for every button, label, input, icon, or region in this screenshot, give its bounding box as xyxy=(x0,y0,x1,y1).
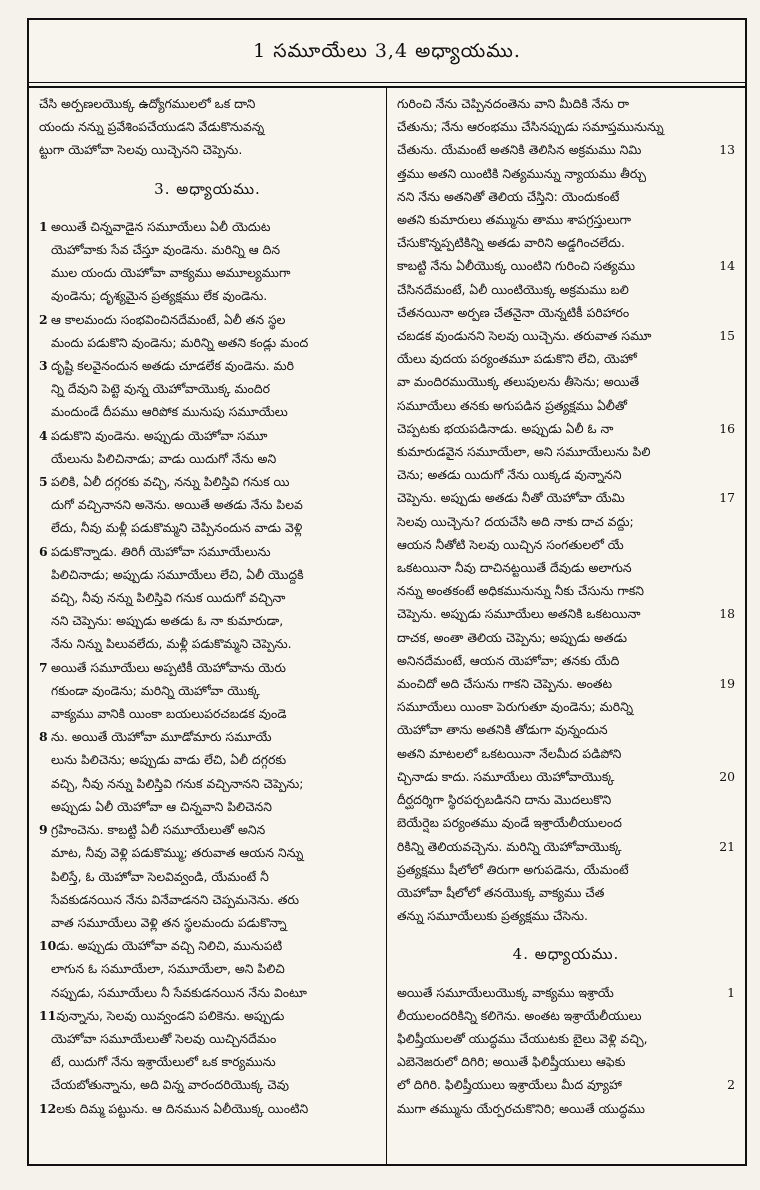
text-line xyxy=(39,1097,376,1120)
verse-text: చేతును. యేమంటే అతనికి తెలిసిన అక్రమము నిమి xyxy=(397,142,642,158)
text-line xyxy=(39,1050,376,1073)
verse-text: నని నేను అతనితో తెలియ చేస్తిని: యెందుకంటే xyxy=(397,188,620,204)
text-line xyxy=(397,324,735,347)
text-line xyxy=(397,811,735,834)
verse-number: 10 xyxy=(39,938,57,954)
verse-text: యెహోవాకు సేవ చేస్తూ వుండెను. మరిన్ని ఆ దిన xyxy=(51,242,281,258)
verse-text: అయితే సమూయేలు అప్పటికీ యెహోవాను యెరు xyxy=(51,659,286,675)
verse-text: రికిన్ని తెలియవచ్చెను. మరిన్ని యెహోవాయొక్క xyxy=(397,838,622,854)
text-line xyxy=(39,493,376,516)
text-line xyxy=(39,656,376,679)
text-line xyxy=(39,609,376,632)
verse-text: పలికి, ఏలీ దగ్గరకు వచ్చి, నన్ను పిలిస్తివి గనుక యి xyxy=(51,474,290,490)
chapter-heading: 3. అధ్యాయము. xyxy=(154,179,261,198)
text-line xyxy=(397,858,735,881)
verse-text: ఎబెనెజరులో దిగిరి; అయితే ఫిలిష్తీయులు ఆఫెకు xyxy=(397,1054,626,1070)
verse-text: చబడక వుండునని సెలవు యిచ్చెను. తరువాత సమూ xyxy=(397,328,652,344)
text-line xyxy=(397,92,735,115)
text-line xyxy=(397,533,735,556)
text-line xyxy=(39,400,376,423)
text-line xyxy=(39,586,376,609)
verse-number: 6 xyxy=(39,543,48,559)
verse-text: సెలవు యిచ్చెను? దయచేసి అది నాకు దాచ వద్దు; xyxy=(397,513,634,529)
verse-number: 1 xyxy=(727,984,735,1000)
verse-number: 12 xyxy=(39,1100,57,1116)
text-line xyxy=(397,208,735,231)
text-line xyxy=(39,516,376,539)
text-line xyxy=(39,447,376,470)
verse-text: సమూయేలు యింకా పెరుగుతూ వుండెను; మరిన్ని xyxy=(397,699,634,715)
verse-text: చేతనయినా అర్పణ చేతనైనా యెన్నటికీ పరిహారం xyxy=(397,304,630,320)
verse-text: ముగా తమ్మును యేర్పరచుకొనిరి; అయితే యుద్ధము xyxy=(397,1100,645,1116)
text-line xyxy=(39,865,376,888)
verse-text: చెను; అతడు యిదుగో నేను యిక్కడ వున్నానని xyxy=(397,467,622,483)
verse-text: నని చెప్పెను: అప్పుడు అతడు ఓ నా కుమారుడా, xyxy=(51,613,284,629)
text-line xyxy=(39,238,376,261)
verse-number: 15 xyxy=(719,328,735,344)
verse-text: బెయేర్షెబ పర్యంతము వుండే ఇశ్రాయేలీయులంద xyxy=(397,815,622,831)
text-line xyxy=(397,417,735,440)
verse-number: 13 xyxy=(719,142,735,158)
text-line xyxy=(39,354,376,377)
text-line xyxy=(39,748,376,771)
verse-text: డు. అప్పుడు యెహోవా వచ్చి నిలిచి, మునుపటి xyxy=(56,938,283,954)
verse-text: అప్పుడు ఏలీ యెహోవా ఆ చిన్నవాని పిలిచెనని xyxy=(51,798,272,814)
verse-number: 1 xyxy=(39,218,48,234)
verse-text: లకు దిమ్మ పట్టును. ఆ దినమున ఏలీయొక్క యింటిని xyxy=(56,1100,309,1116)
text-line xyxy=(39,284,376,307)
text-line xyxy=(39,215,376,238)
text-line xyxy=(397,162,735,185)
verse-number: 16 xyxy=(719,420,735,436)
page xyxy=(27,18,747,1166)
verse-text: మాట, నీవు వెళ్లి పడుకొమ్ము; తరువాత ఆయన నిన్ను xyxy=(51,845,304,861)
text-line xyxy=(397,742,735,765)
text-line xyxy=(397,1027,735,1050)
verse-text: లును పిలిచెను; అప్పుడు వాడు లేచి, ఏలీ దగ్గరకు xyxy=(51,752,287,768)
verse-text: వాక్యము వానికి యింకా బయలుపరచబడక వుండె xyxy=(51,706,287,722)
verse-text: త్తము అతని యింటికి నిత్యమున్ను న్యాయము తీర్చు xyxy=(397,165,646,181)
text-line xyxy=(397,1050,735,1073)
verse-number: 14 xyxy=(719,258,735,274)
verse-text: చేతును; నేను ఆరంభము చేసినప్పుడు సమాప్తమునున్ను xyxy=(397,119,664,135)
verse-text: దృష్టి కలవైనందున అతడు చూడలేక వుండెను. మరి xyxy=(51,358,294,374)
verse-text: వచ్చి, నీవు నన్ను పిలిస్తివి గనుక యిదుగో వచ్చినా xyxy=(51,590,286,606)
verse-text: చెప్పటకు భయపడినాడు. అప్పుడు ఏలీ ఓ నా xyxy=(397,420,614,436)
columns xyxy=(29,86,745,1164)
text-line xyxy=(39,1004,376,1027)
text-line xyxy=(397,672,735,695)
text-line xyxy=(397,835,735,858)
verse-text: నన్ను అంతకంటే అధికమునున్ను నీకు చేసును గాకని xyxy=(397,583,645,599)
verse-text: పిలిచినాడు; అప్పుడు సమూయేలు లేచి, ఏలీ యొద్దకి xyxy=(51,566,304,582)
verse-number: 9 xyxy=(39,822,48,838)
verse-text: యెహోవా షీలోలో తనయొక్క వాక్యము చేత xyxy=(397,884,605,900)
text-line xyxy=(39,795,376,818)
verse-text: అతని కుమారులు తమ్మును తాము శాపగ్రస్తులుగా xyxy=(397,212,632,228)
text-line xyxy=(397,765,735,788)
verse-text: దీర్ఘదర్శిగా స్థిరపర్చబడినని దాను మొదలుకొని xyxy=(397,792,612,808)
text-line xyxy=(39,1027,376,1050)
verse-text: ఫిలిష్తీయులతో యుద్ధము చేయుటకు బైలు వెళ్లి వచ్చి, xyxy=(397,1030,648,1046)
text-line xyxy=(397,440,735,463)
text-line xyxy=(39,981,376,1004)
verse-text: చేయబోతున్నాను, అది విన్న వారందరియొక్క చెవు xyxy=(51,1077,290,1093)
text-line xyxy=(39,841,376,864)
text-line xyxy=(39,308,376,331)
text-line xyxy=(397,579,735,602)
text-line xyxy=(39,563,376,586)
text-line xyxy=(39,470,376,493)
text-line xyxy=(39,377,376,400)
verse-text: నేను నిన్ను పిలువలేదు, మళ్లీ పడుకొమ్మని చెప్పెను. xyxy=(51,636,292,652)
verse-text: ఆ కాలమందు సంభవించినదేమంటే, ఏలీ తన స్థల xyxy=(51,311,286,327)
text-line xyxy=(39,331,376,354)
text-line xyxy=(39,261,376,284)
text-line xyxy=(39,957,376,980)
text-line xyxy=(397,370,735,393)
text-line xyxy=(39,888,376,911)
verse-text: వున్నాను, సెలవు యివ్వండని పలికెను. అప్పుడు xyxy=(56,1007,285,1023)
verse-number: 19 xyxy=(719,676,735,692)
text-line: యందు నన్ను ప్రవేశింపచేయుడని వేడుకొనువన్న xyxy=(39,119,265,135)
verse-text: యేలును పిలిచినాడు; వాడు యిదుగో నేను అని xyxy=(51,450,277,466)
text-line xyxy=(397,278,735,301)
text-line xyxy=(397,904,735,927)
verse-text: చెప్పెను. అప్పుడు సమూయేలు అతనికి ఒకటయినా xyxy=(397,606,641,622)
text-line xyxy=(397,602,735,625)
verse-text: ను. అయితే యెహోవా మూడోమారు సమూయే xyxy=(51,729,272,745)
verse-text: పడుకొన్నాడు. తిరిగీ యెహోవా సమూయేలును xyxy=(51,543,271,559)
verse-text: చెప్పెను. అప్పుడు అతడు నీతో యెహోవా యేమి xyxy=(397,490,625,506)
verse-text: అయితే సమూయేలుయొక్క వాక్యము ఇశ్రాయే xyxy=(397,984,614,1000)
text-line xyxy=(39,725,376,748)
verse-text: దుగో వచ్చినానని అనెను. అయితే అతడు నేను పిలవ xyxy=(51,497,303,513)
verse-text: గ్రహించెను. కాబట్టి ఏలీ సమూయేలుతో అనిన xyxy=(51,822,266,838)
text-line xyxy=(39,540,376,563)
text-line xyxy=(397,1073,735,1096)
text-line: ట్టుగా యెహోవా సెలవు యిచ్చెనని చెప్పెను. xyxy=(39,142,243,158)
text-line xyxy=(39,1073,376,1096)
verse-number: 2 xyxy=(39,311,48,327)
verse-text: నప్పుడు, సమూయేలు నీ సేవకుడనయిన నేను వింటూ xyxy=(51,984,307,1000)
text-line xyxy=(397,463,735,486)
verse-text: యెహోవా సమూయేలుతో సెలవు యిచ్చినదేమం xyxy=(51,1030,277,1046)
verse-text: కాబట్టి నేను ఏలీయొక్క యింటిని గురించి సత్యము xyxy=(397,258,636,274)
verse-text: ముల యందు యెహోవా వాక్యము అమూల్యముగా xyxy=(51,265,291,281)
verse-text: ఒకటయినా నీవు దాచినట్టయితే దేవుడు అలాగున xyxy=(397,560,632,576)
text-line xyxy=(39,632,376,655)
page-header xyxy=(29,20,745,88)
text-line xyxy=(39,911,376,934)
text-line xyxy=(39,772,376,795)
text-line xyxy=(397,394,735,417)
verse-text: మంచిదో అది చేసును గాకని చెప్పెను. అంతట xyxy=(397,676,613,692)
verse-text: లేదు, నీవు మళ్లీ పడుకొమ్మని చెప్పినందున వాడు వెళ్లి xyxy=(51,520,303,536)
text-line xyxy=(397,231,735,254)
chapter-heading: 4. అధ్యాయము. xyxy=(512,945,620,964)
text-line xyxy=(39,679,376,702)
text-line xyxy=(397,510,735,533)
verse-text: చేసుకొన్నప్పటికిన్ని అతడు వారిని అడ్డగించలేదు. xyxy=(397,235,625,251)
text-line: చేసి అర్పణలయొక్క ఉద్యోగములలో ఒక దాని xyxy=(39,96,256,111)
verse-number: 2 xyxy=(727,1077,735,1093)
verse-text: గురించి నేను చెప్పినదంతెను వాని మీదికి నేను రా xyxy=(397,96,629,111)
text-line xyxy=(39,702,376,725)
verse-text: వచ్చి, నీవు నన్ను పిలిస్తివి గనుక వచ్చినానని చెప్పెను; xyxy=(51,775,304,791)
verse-text: ఆయన నీతోటి సెలవు యిచ్చిన సంగతులలో యే xyxy=(397,536,624,552)
verse-text: యెహోవా తాను అతనికి తోడుగా వున్నందున xyxy=(397,722,608,738)
text-line xyxy=(39,818,376,841)
text-line xyxy=(397,556,735,579)
verse-number: 20 xyxy=(719,768,735,784)
text-line xyxy=(397,1097,735,1120)
verse-text: అయితే చిన్నవాడైన సమూయేలు ఏలీ యెదుట xyxy=(51,218,271,234)
verse-text: చ్చినాడు కాదు. సమూయేలు యెహోవాయొక్క xyxy=(397,768,615,784)
verse-number: 17 xyxy=(719,490,735,506)
verse-number: 8 xyxy=(39,729,48,745)
verse-text: అనినదేమంటే, ఆయన యెహోవా; తనకు యేది xyxy=(397,652,620,668)
verse-text: మందు పడుకొని వుండెను; మరిన్ని అతని కండ్లు మంద xyxy=(51,334,309,350)
verse-number: 7 xyxy=(39,659,48,675)
verse-text: దాచక, అంతా తెలియ చెప్పెను; అప్పుడు అతడు xyxy=(397,629,628,645)
verse-number: 18 xyxy=(719,606,735,622)
text-line xyxy=(397,788,735,811)
verse-text: తన్ను సమూయేలుకు ప్రత్యక్షము చేసెను. xyxy=(397,908,588,924)
verse-text: లాగున ఓ సమూయేలా, సమూయేలా, అని పిలిచి xyxy=(51,961,285,977)
text-line xyxy=(397,718,735,741)
text-line xyxy=(397,185,735,208)
text-line xyxy=(397,626,735,649)
verse-text: టే, యిదుగో నేను ఇశ్రాయేలులో ఒక కార్యమును xyxy=(51,1054,276,1070)
text-line xyxy=(397,881,735,904)
text-line xyxy=(397,981,735,1004)
text-line xyxy=(39,424,376,447)
text-line xyxy=(397,649,735,672)
right-column xyxy=(387,86,745,1164)
verse-text: పిలిస్తే, ఓ యెహోవా సెలవివ్వండి, యేమంటే నీ xyxy=(51,868,269,884)
text-line xyxy=(397,115,735,138)
text-line xyxy=(397,695,735,718)
verse-text: వాత సమూయేలు వెళ్లి తన స్థలమందు పడుకొన్నా xyxy=(51,914,287,930)
verse-text: లో దిగిరి. ఫిలిష్తీయులు ఇశ్రాయేలు మీద వ్యూహా xyxy=(397,1077,622,1093)
text-line xyxy=(397,138,735,161)
text-line xyxy=(397,1004,735,1027)
verse-number: 4 xyxy=(39,427,48,443)
text-line xyxy=(397,301,735,324)
verse-text: వా మందిరముయొక్క తలుపులను తీసెను; అయితే xyxy=(397,374,640,390)
verse-text: చేసినదేమంటే, ఏలీ యింటియొక్క అక్రమము బలి xyxy=(397,281,629,297)
verse-text: మందుండే దీపము ఆరిపోక మునుపు సమూయేలు xyxy=(51,404,288,420)
verse-number: 21 xyxy=(719,838,735,854)
verse-text: సమూయేలు తనకు అగుపడిన ప్రత్యక్షము ఏలీతో xyxy=(397,397,627,413)
verse-text: యేలు వుదయ పర్యంతమూ పడుకొని లేచి, యెహో xyxy=(397,351,637,367)
text-line xyxy=(39,934,376,957)
verse-text: న్ని దేవుని పెట్టె వున్న యెహోవాయొక్క మందిర xyxy=(51,381,270,397)
verse-text: అతని మాటలలో ఒకటయినా నేలమీద పడిపోని xyxy=(397,745,622,761)
verse-text: సేవకుడనయిన నేను వినేవాడనని చెప్పమనెను. తరు xyxy=(51,891,299,907)
verse-text: గకుండా వుండెను; మరిన్ని యెహోవా యొక్క xyxy=(51,682,260,698)
text-line xyxy=(397,347,735,370)
verse-text: లీయులందరికిన్ని కలిగెను. అంతట ఇశ్రాయేలీయులు xyxy=(397,1007,642,1023)
verse-text: పడుకొని వుండెను. అప్పుడు యెహోవా సమూ xyxy=(51,427,268,443)
verse-number: 11 xyxy=(39,1007,57,1023)
verse-number: 3 xyxy=(39,358,48,374)
left-column xyxy=(29,86,387,1164)
verse-number: 5 xyxy=(39,474,48,490)
text-line xyxy=(397,254,735,277)
page-title: 1 సమూయేలు 3,4 అధ్యాయము. xyxy=(253,39,521,62)
text-line xyxy=(397,486,735,509)
verse-text: ప్రత్యక్షము షీలోలో తిరుగా అగుపడెను, యేమంటే xyxy=(397,861,629,877)
verse-text: కుమారుడవైన సమూయేలా, అని సమూయేలును పిలి xyxy=(397,444,651,460)
verse-text: వుండెను; దృశ్యమైన ప్రత్యక్షము లేక వుండెను. xyxy=(51,288,268,304)
